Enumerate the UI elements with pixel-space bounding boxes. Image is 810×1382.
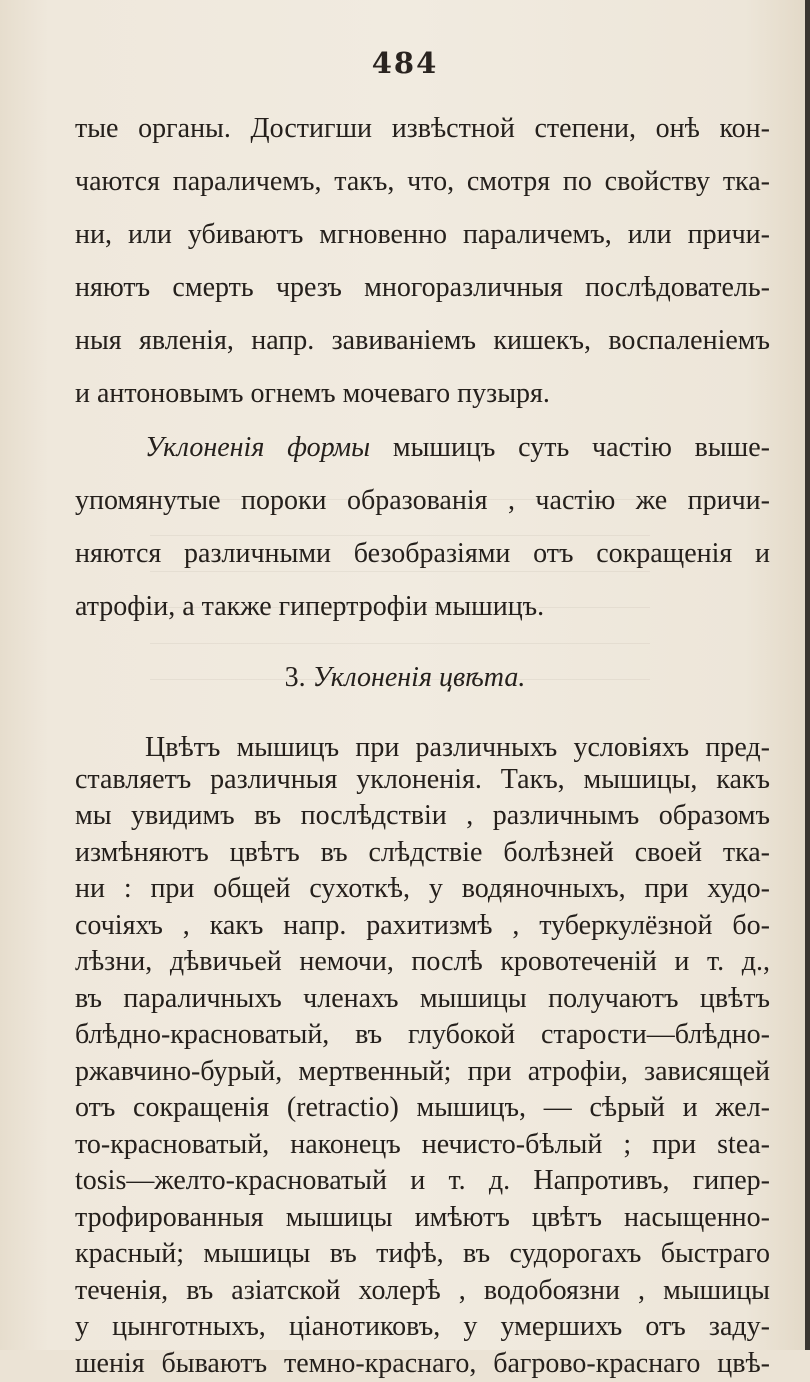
text-line: шенія бываютъ темно-краснаго, багрово-краснаго цвѣ-	[75, 1347, 770, 1379]
text-line: въ параличныхъ членахъ мышицы получаютъ цвѣтъ	[75, 982, 770, 1014]
text-line: лѣзни, дѣвичьей немочи, послѣ кровотеченій и т. д.,	[75, 946, 770, 977]
text-line: ни, или убиваютъ мгновенно параличемъ, или причи-	[75, 219, 770, 250]
paragraph-first-line: Цвѣтъ мышицъ при различныхъ условіяхъ пред-	[145, 732, 770, 763]
text-line: красный; мышицы въ тифѣ, въ судорогахъ быстраго	[75, 1238, 770, 1269]
section-number: 3.	[284, 662, 306, 693]
text-line: ставляетъ различныя уклоненія. Такъ, мышицы, какъ	[75, 763, 770, 795]
text-line: и антоновымъ огнемъ мочеваго пузыря.	[75, 378, 550, 409]
text-line: сочіяхъ , какъ напр. рахитизмѣ , туберкулёзной бо-	[75, 909, 770, 941]
text-line: няются различными безобразіями отъ сокращенія и	[75, 538, 770, 569]
paragraph-first-line	[145, 425, 770, 471]
text-line: няютъ смерть чрезъ многоразличныя послѣдователь-	[75, 272, 770, 303]
text-line: ныя явленія, напр. завиваніемъ кишекъ, воспаленіемъ	[75, 325, 770, 356]
text-line: ржавчино-бурый, мертвенный; при атрофіи, зависящей	[75, 1055, 770, 1087]
text-line: tosis—желто-красноватый и т. д. Напротивъ, гипер-	[75, 1165, 770, 1196]
text-line: то-красноватый, наконецъ нечисто-бѣлый ; при stea-	[75, 1128, 770, 1160]
text-line: чаются параличемъ, такъ, что, смотря по свойству тка-	[75, 166, 770, 197]
text-line: трофированныя мышицы имѣютъ цвѣтъ насыщенно-	[75, 1201, 770, 1233]
text-line: теченія, въ азіатской холерѣ , водобоязни , мышицы	[75, 1274, 770, 1306]
text-line: упомянутые пороки образованія , частію же причи-	[75, 485, 770, 516]
section-heading	[0, 655, 810, 701]
text-line: тые органы. Достигши извѣстной степени, онѣ кон-	[75, 113, 770, 144]
text-line: мы увидимъ въ послѣдствіи , различнымъ образомъ	[75, 800, 770, 831]
text-line: блѣдно-красноватый, въ глубокой старости—блѣдно-	[75, 1019, 770, 1050]
text-line: атрофіи, а также гипертрофіи мышицъ.	[75, 591, 545, 622]
page-number: 484	[371, 46, 439, 80]
text-line: отъ сокращенія (retractio) мышицъ, — сѣрый и жел-	[75, 1092, 770, 1123]
text-span: мышицъ суть частію выше-	[370, 432, 770, 463]
section-title: Уклоненія цвѣта.	[312, 662, 526, 693]
text-line: измѣняютъ цвѣтъ въ слѣдствіе болѣзней своей тка-	[75, 836, 770, 868]
text-line: у цынготныхъ, ціанотиковъ, у умершихъ отъ заду-	[75, 1311, 770, 1342]
text-line: ни : при общей сухоткѣ, у водяночныхъ, при худо-	[75, 873, 770, 904]
italic-term: Уклоненія формы	[145, 432, 371, 463]
